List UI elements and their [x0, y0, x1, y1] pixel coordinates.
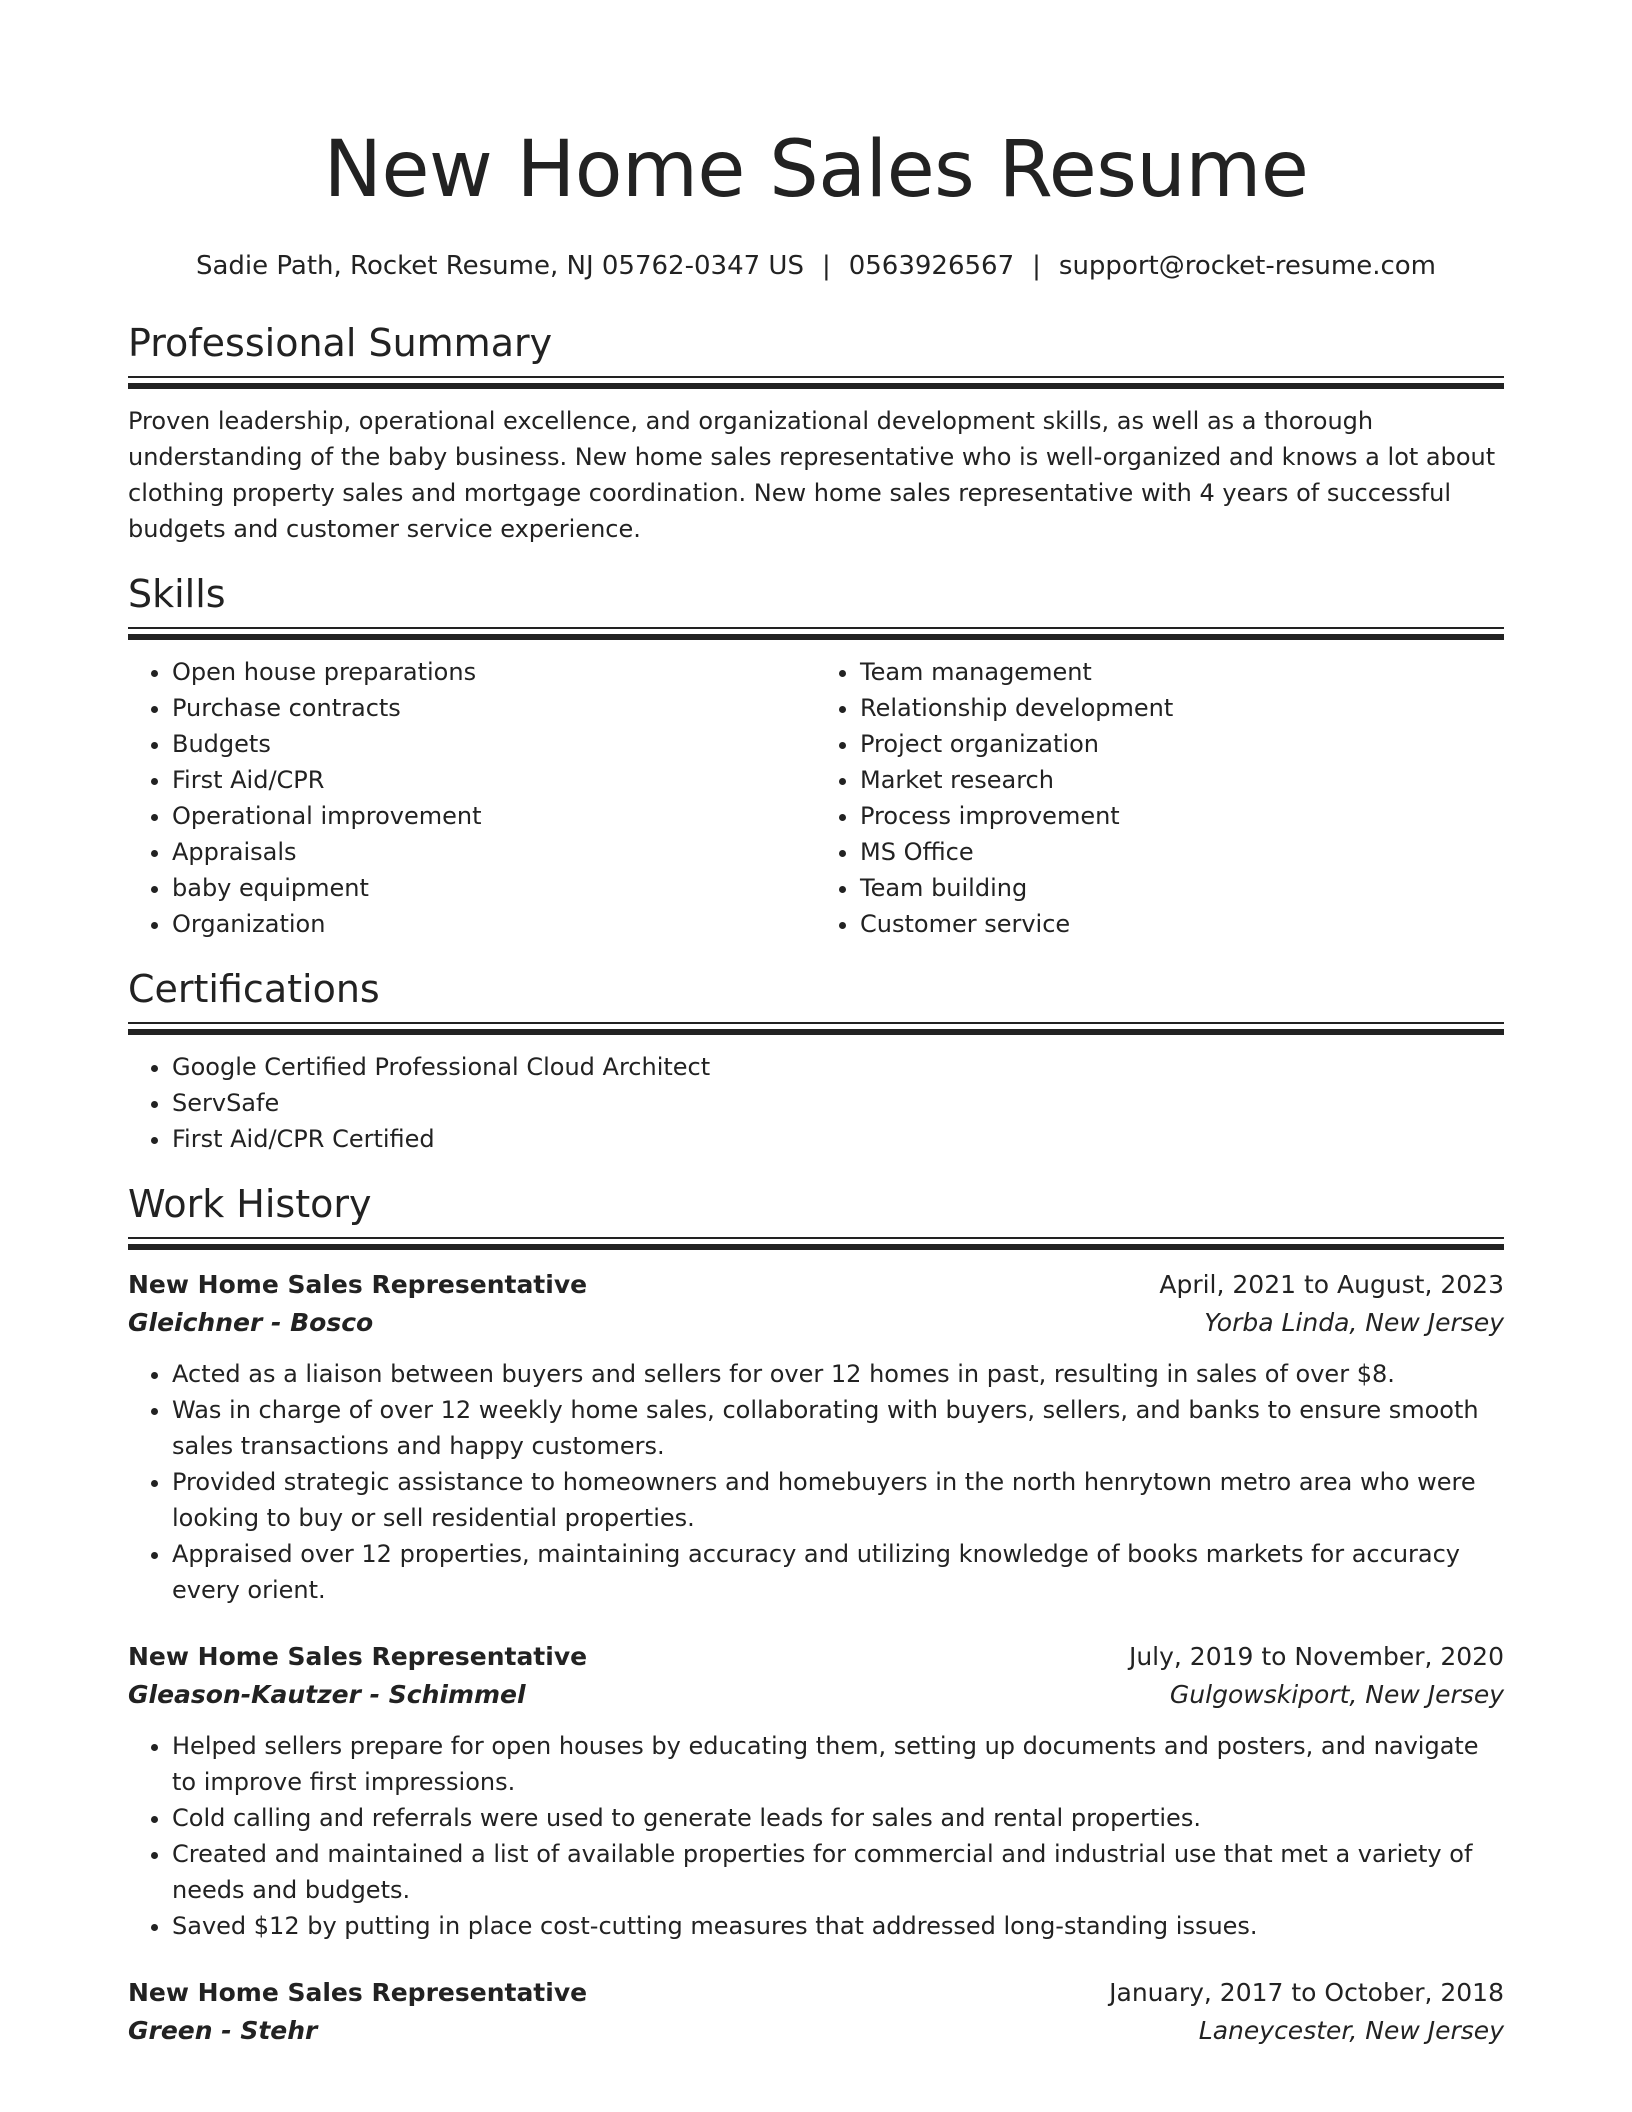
skills-section	[128, 569, 1504, 942]
job-location: Laneycester, New Jersey	[1198, 2016, 1504, 2045]
job-bullet: • Cold calling and referrals were used to generate leads for sales and rental properties.	[172, 1800, 1504, 1836]
job-bullet: • Appraised over 12 properties, maintaining accuracy and utilizing knowledge of books markets for accuracy every orient.	[172, 1536, 1504, 1608]
certification-item: • First Aid/CPR Certified	[172, 1121, 1504, 1157]
job-title: New Home Sales Representative	[128, 1642, 588, 1671]
skill-item: • Team building	[860, 870, 1504, 906]
skill-item: • Market research	[860, 762, 1504, 798]
certifications-section	[128, 964, 1504, 1157]
job-bullets	[128, 1728, 1504, 1944]
contact-phone: 0563926567	[848, 251, 1015, 281]
skill-item: • Customer service	[860, 906, 1504, 942]
skill-item: • First Aid/CPR	[172, 762, 816, 798]
job-dates: January, 2017 to October, 2018	[1109, 1978, 1504, 2007]
job-bullet: • Saved $12 by putting in place cost-cutting measures that addressed long-standing issues.	[172, 1908, 1504, 1944]
resume-page	[128, 0, 1504, 2050]
skill-item: • Purchase contracts	[172, 690, 816, 726]
skill-item: • Process improvement	[860, 798, 1504, 834]
job-subheader	[128, 2012, 1504, 2050]
contact-address: Sadie Path, Rocket Resume, NJ 05762-0347 US	[195, 251, 804, 281]
job-title: New Home Sales Representative	[128, 1978, 588, 2007]
job-subheader	[128, 1304, 1504, 1342]
job-entry	[128, 1266, 1504, 1608]
skill-item: • baby equipment	[172, 870, 816, 906]
section-divider	[128, 1237, 1504, 1250]
skills-list-right	[816, 654, 1504, 942]
job-company: Gleason-Kautzer - Schimmel	[128, 1680, 526, 1709]
job-entry	[128, 1638, 1504, 1944]
work-history-section	[128, 1179, 1504, 2050]
job-bullet: • Was in charge of over 12 weekly home sales, collaborating with buyers, sellers, and banks to ensure smooth sales transactions and happy customers.	[172, 1392, 1504, 1464]
skill-item: • Appraisals	[172, 834, 816, 870]
job-header	[128, 1974, 1504, 2012]
skills-list-left	[128, 654, 816, 942]
job-bullet: • Acted as a liaison between buyers and sellers for over 12 homes in past, resulting in sales of over $8.	[172, 1356, 1504, 1392]
skills-columns	[128, 654, 1504, 942]
resume-title: New Home Sales Resume	[323, 125, 1309, 215]
section-divider	[128, 627, 1504, 640]
summary-text: Proven leadership, operational excellence, and organizational development skills, as well as a thorough understanding of the baby business. New home sales representative who is well-organized and knows a lot about clothing property sales and mortgage coordination. New home sales representative with 4 years of successful budgets and customer service experience.	[128, 407, 1496, 543]
summary-section	[128, 318, 1504, 547]
contact-separator: |	[821, 251, 831, 281]
section-heading-work-history: Work History	[128, 1182, 372, 1226]
job-title: New Home Sales Representative	[128, 1270, 588, 1299]
job-bullet: • Provided strategic assistance to homeowners and homebuyers in the north henrytown metro area who were looking to buy or sell residential properties.	[172, 1464, 1504, 1536]
skill-item: • Project organization	[860, 726, 1504, 762]
skill-item: • Operational improvement	[172, 798, 816, 834]
job-header	[128, 1266, 1504, 1304]
job-dates: April, 2021 to August, 2023	[1159, 1270, 1504, 1299]
skill-item: • Team management	[860, 654, 1504, 690]
job-subheader	[128, 1676, 1504, 1714]
certification-item: • Google Certified Professional Cloud Architect	[172, 1049, 1504, 1085]
job-location: Yorba Linda, New Jersey	[1204, 1308, 1504, 1337]
contact-email: support@rocket-resume.com	[1058, 251, 1437, 281]
skill-item: • Relationship development	[860, 690, 1504, 726]
job-entry	[128, 1974, 1504, 2050]
section-divider	[128, 1022, 1504, 1035]
job-bullets	[128, 1356, 1504, 1608]
job-location: Gulgowskiport, New Jersey	[1169, 1680, 1504, 1709]
job-header	[128, 1638, 1504, 1676]
job-company: Green - Stehr	[128, 2016, 318, 2045]
certifications-list	[128, 1049, 1504, 1157]
skill-item: • Open house preparations	[172, 654, 816, 690]
job-company: Gleichner - Bosco	[128, 1308, 374, 1337]
section-heading-skills: Skills	[128, 572, 226, 616]
section-heading-certifications: Certifications	[128, 967, 380, 1011]
skill-item: • MS Office	[860, 834, 1504, 870]
job-bullet: • Helped sellers prepare for open houses by educating them, setting up documents and posters, and navigate to improve first impressions.	[172, 1728, 1504, 1800]
skill-item: • Budgets	[172, 726, 816, 762]
job-dates: July, 2019 to November, 2020	[1128, 1642, 1504, 1671]
section-divider	[128, 376, 1504, 389]
job-bullet: • Created and maintained a list of available properties for commercial and industrial use that met a variety of needs and budgets.	[172, 1836, 1504, 1908]
contact-line	[128, 248, 1504, 284]
section-heading-summary: Professional Summary	[128, 321, 553, 365]
contact-separator: |	[1032, 251, 1041, 281]
skill-item: • Organization	[172, 906, 816, 942]
certification-item: • ServSafe	[172, 1085, 1504, 1121]
